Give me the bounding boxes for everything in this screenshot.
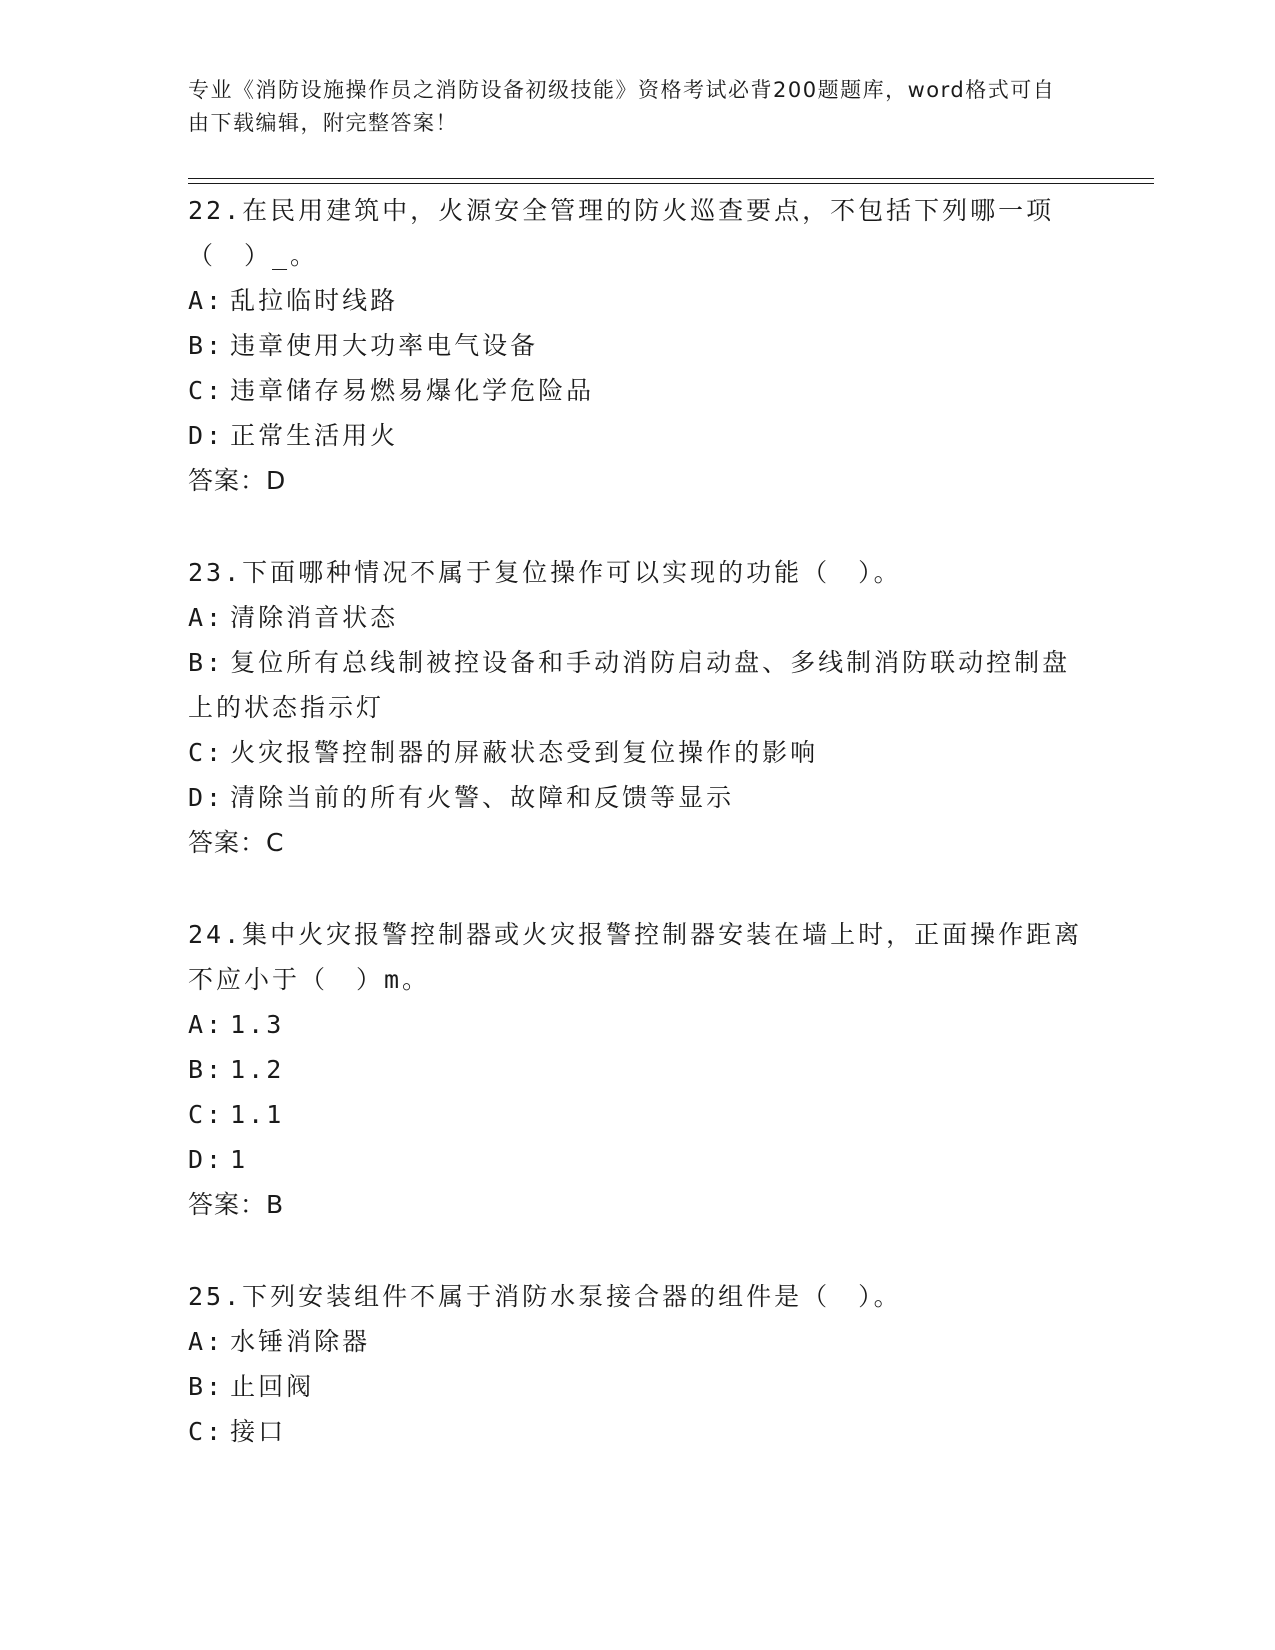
option-text: 接口 (230, 1417, 287, 1446)
option-text: 1 (230, 1145, 249, 1174)
option-text: 违章储存易燃易爆化学危险品 (230, 376, 595, 405)
option-letter: C: (188, 1100, 225, 1129)
question-22 (188, 188, 1088, 503)
option-c (188, 1092, 1088, 1137)
answer-line: 答案：C (188, 828, 285, 857)
option-letter: A: (188, 1327, 225, 1356)
option-text: 正常生活用火 (230, 421, 399, 450)
option-letter: A: (188, 1010, 225, 1039)
option-letter: C: (188, 1417, 225, 1446)
option-letter: B: (188, 648, 225, 677)
option-d (188, 413, 1088, 458)
option-text: 1.3 (230, 1010, 285, 1039)
option-letter: B: (188, 1055, 225, 1084)
header-divider-top (188, 178, 1154, 179)
question-25 (188, 1274, 1088, 1454)
option-b (188, 1364, 1088, 1409)
option-text: 止回阀 (230, 1372, 315, 1401)
option-text: 乱拉临时线路 (230, 286, 399, 315)
header-divider-bottom (188, 183, 1154, 184)
option-c (188, 1409, 1088, 1454)
question-stem: 22.在民用建筑中，火源安全管理的防火巡查要点，不包括下列哪一项（ ）_。 (188, 196, 1055, 270)
option-letter: A: (188, 603, 225, 632)
question-spacer (188, 503, 1088, 550)
option-text: 1.1 (230, 1100, 285, 1129)
option-letter: C: (188, 738, 225, 767)
option-letter: B: (188, 1372, 225, 1401)
option-b (188, 1047, 1088, 1092)
document-header: 专业《消防设施操作员之消防设备初级技能》资格考试必背200题题库，word格式可自由下载编辑，附完整答案！ (188, 78, 1056, 135)
question-stem: 24.集中火灾报警控制器或火灾报警控制器安装在墙上时，正面操作距离不应小于（ ）m。 (188, 920, 1083, 994)
option-letter: D: (188, 421, 225, 450)
option-text: 火灾报警控制器的屏蔽状态受到复位操作的影响 (230, 738, 819, 767)
question-stem: 23.下面哪种情况不属于复位操作可以实现的功能（ ）。 (188, 558, 902, 587)
option-b (188, 640, 1088, 730)
question-stem: 25.下列安装组件不属于消防水泵接合器的组件是（ ）。 (188, 1282, 902, 1311)
question-23 (188, 550, 1088, 865)
option-a (188, 278, 1088, 323)
question-24 (188, 912, 1088, 1227)
option-text: 复位所有总线制被控设备和手动消防启动盘、多线制消防联动控制盘上的状态指示灯 (188, 648, 1071, 722)
option-text: 违章使用大功率电气设备 (230, 331, 539, 360)
option-a (188, 595, 1088, 640)
option-letter: B: (188, 331, 225, 360)
answer-line: 答案：D (188, 466, 287, 495)
option-letter: A: (188, 286, 225, 315)
option-letter: C: (188, 376, 225, 405)
option-c (188, 730, 1088, 775)
option-d (188, 1137, 1088, 1182)
option-text: 水锤消除器 (230, 1327, 371, 1356)
option-letter: D: (188, 1145, 225, 1174)
option-d (188, 775, 1088, 820)
question-spacer (188, 865, 1088, 912)
option-a (188, 1319, 1088, 1364)
question-spacer (188, 1227, 1088, 1274)
question-list (188, 188, 1088, 1454)
option-c (188, 368, 1088, 413)
option-letter: D: (188, 783, 225, 812)
option-b (188, 323, 1088, 368)
answer-line: 答案：B (188, 1190, 285, 1219)
option-text: 清除消音状态 (230, 603, 399, 632)
option-a (188, 1002, 1088, 1047)
option-text: 清除当前的所有火警、故障和反馈等显示 (230, 783, 735, 812)
option-text: 1.2 (230, 1055, 285, 1084)
